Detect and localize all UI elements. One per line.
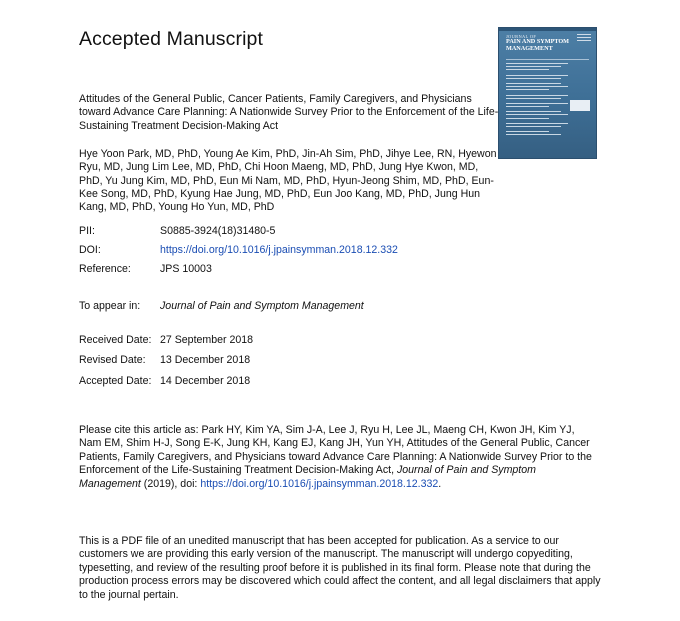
citation-text: Please cite this article as: Park HY, Kim YA, Sim J-A, Lee J, Ryu H, Lee JL, Maeng CH, Kwon JH, Kim YJ, Nam EM, Shim H-J, Song E-K, Jung KH, Kang EJ, Kang JH, Yun YH, Attitudes of the General Public, Cancer Patients, Family Caregivers, and Physicians toward Advance Care Planning: A Nationwide Survey Prior to the Enforcement of the Life-Sustaining Treatment Decision-Making Act, (79, 424, 592, 477)
page-heading: Accepted Manuscript (79, 28, 263, 50)
reference-label: Reference: (79, 263, 131, 275)
to-appear-label: To appear in: (79, 300, 141, 312)
article-title: Attitudes of the General Public, Cancer Patients, Family Caregivers, and Physicians toward Advance Care Planning: A Nationwide Survey Prior to the Enforcement of the Life-Sustaining Treatment Decision-Making Act (79, 93, 499, 132)
cover-journal-of: JOURNAL OF (506, 34, 537, 39)
citation-doi-link[interactable]: https://doi.org/10.1016/j.jpainsymman.2018.12.332 (200, 477, 439, 490)
revised-date: 13 December 2018 (160, 354, 251, 366)
pii-label: PII: (79, 225, 95, 237)
cover-volume-lines (577, 34, 591, 43)
citation-paragraph (79, 424, 599, 491)
doi-label: DOI: (79, 244, 101, 256)
citation-journal: Journal of Pain and Symptom Management (79, 464, 536, 490)
doi-link[interactable]: https://doi.org/10.1016/j.jpainsymman.2018.12.332 (160, 244, 398, 256)
citation-end: . (438, 477, 442, 490)
accepted-label: Accepted Date: (79, 375, 152, 387)
cover-divider (506, 59, 589, 60)
reference-value: JPS 10003 (160, 263, 212, 275)
accepted-date: 14 December 2018 (160, 375, 251, 387)
disclaimer-paragraph: This is a PDF file of an unedited manuscript that has been accepted for publication. As a service to our customers we are providing this early version of the manuscript. The manuscript will undergo copyediting, typesetting, and review of the resulting proof before it is published in its final form. Please note that during the production process errors may be discovered which could affect the content, and all legal disclaimers that apply to the journal pertain. (79, 535, 601, 601)
citation-year: (2019), doi: (140, 477, 201, 490)
journal-name: Journal of Pain and Symptom Management (160, 300, 364, 312)
received-date: 27 September 2018 (160, 334, 254, 346)
cover-publisher-logo (570, 100, 590, 111)
cover-journal-title: PAIN AND SYMPTOM MANAGEMENT (506, 38, 570, 52)
journal-cover-image (499, 28, 596, 158)
author-list: Hye Yoon Park, MD, PhD, Young Ae Kim, PhD, Jin-Ah Sim, PhD, Jihye Lee, RN, Hyewon Ryu, MD, Jung Lim Lee, MD, PhD, Chi Hoon Maeng, MD, PhD, Jung Hye Kwon, MD, PhD, Yu Jung Kim, MD, PhD, Eun Mi Nam, MD, PhD, Hyun-Jeong Shim, MD, PhD, Eun-Kee Song, MD, PhD, Kyung Hae Jung, MD, PhD, Eun Joo Kang, MD, PhD, Jung Hun Kang, MD, PhD, Young Ho Yun, MD, PhD (79, 148, 497, 214)
pii-value: S0885-3924(18)31480-5 (160, 225, 276, 237)
cover-contents-lines (506, 63, 568, 138)
received-label: Received Date: (79, 334, 152, 346)
revised-label: Revised Date: (79, 354, 146, 366)
cover-top-band (499, 28, 596, 31)
